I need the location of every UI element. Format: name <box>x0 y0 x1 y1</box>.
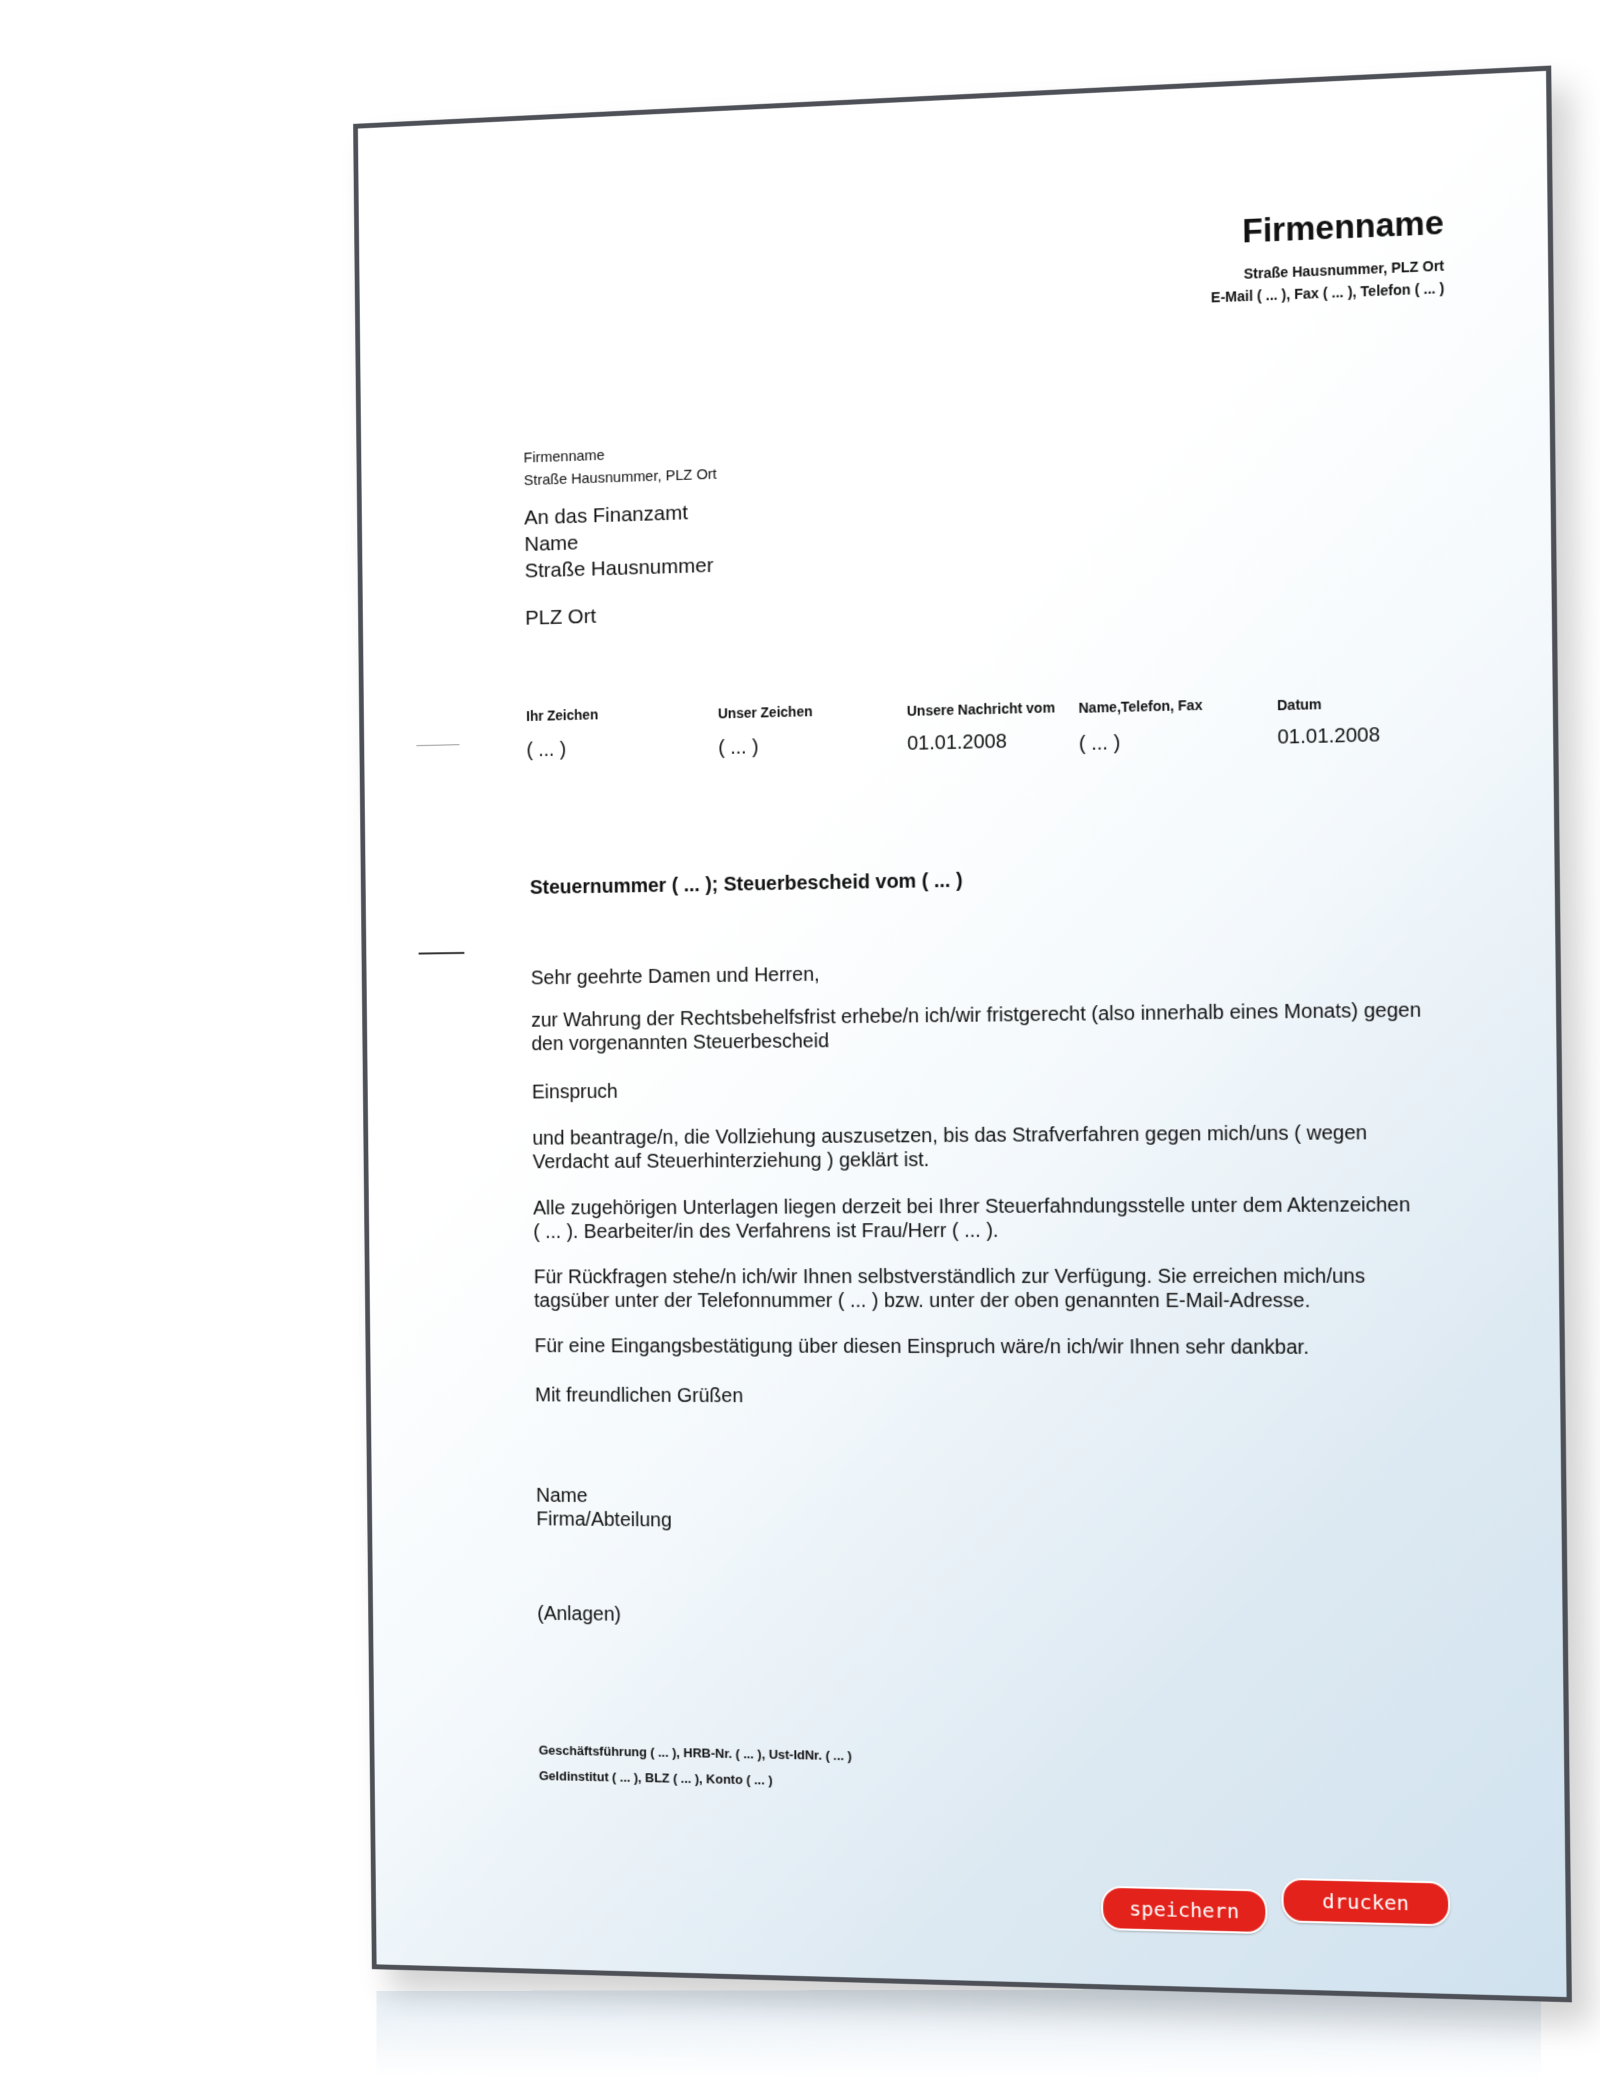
body-paragraph-5-line-1: Für Rückfragen stehe/n ich/wir Ihnen selbstverständlich zur Verfügung. Sie erreichen mich/uns <box>533 1265 1366 1289</box>
ref-nachricht-label: Unsere Nachricht vom <box>906 699 1056 719</box>
body-paragraph-5-line-2: tagsüber unter der Telefonnummer ( ... ) bzw. unter der oben genannten E-Mail-Adresse. <box>533 1289 1311 1313</box>
body-paragraph-1-line-2: den vorgenannten Steuerbescheid <box>531 1030 830 1056</box>
ref-unser-zeichen-label: Unser Zeichen <box>717 703 813 722</box>
attachments-note: (Anlagen) <box>537 1602 622 1626</box>
sender-line-address: Straße Hausnummer, PLZ Ort <box>523 465 717 490</box>
body-paragraph-3-line-1: und beantrage/n, die Vollziehung auszusetzen, bis das Strafverfahren gegen mich/uns ( wegen <box>532 1122 1368 1150</box>
ref-kontakt-label: Name,Telefon, Fax <box>1078 696 1203 716</box>
punch-mark <box>419 952 465 955</box>
body-paragraph-2: Einspruch <box>531 1080 618 1104</box>
subject-line: Steuernummer ( ... ); Steuerbescheid vom ( ... ) <box>529 869 963 899</box>
page-reflection <box>377 1989 1541 2081</box>
fold-mark <box>416 744 459 746</box>
letterhead-address: Straße Hausnummer, PLZ Ort <box>1243 257 1445 282</box>
signature-name: Name <box>535 1484 588 1507</box>
ref-ihr-zeichen-label: Ihr Zeichen <box>526 706 599 724</box>
footer-line-1: Geschäftsführung ( ... ), HRB-Nr. ( ... ), Ust-IdNr. ( ... ) <box>538 1742 852 1764</box>
recipient-line-4: PLZ Ort <box>525 605 597 630</box>
body-paragraph-4-line-1: Alle zugehörigen Unterlagen liegen derzeit bei Ihrer Steuerfahndungsstelle unter dem Aktenzeichen <box>533 1194 1411 1220</box>
body-paragraph-3-line-2: Verdacht auf Steuerhinterziehung ) geklärt ist. <box>532 1149 930 1174</box>
ref-ihr-zeichen-value: ( ... ) <box>526 738 567 762</box>
letter-page <box>353 66 1572 2003</box>
ref-datum-value: 01.01.2008 <box>1277 724 1381 749</box>
recipient-line-1: An das Finanzamt <box>524 501 688 530</box>
signature-department: Firma/Abteilung <box>536 1508 672 1532</box>
print-button[interactable]: drucken <box>1281 1878 1450 1927</box>
ref-unser-zeichen-value: ( ... ) <box>718 736 759 760</box>
letterhead-contact: E-Mail ( ... ), Fax ( ... ), Telefon ( ... ) <box>1210 279 1445 306</box>
closing: Mit freundlichen Grüßen <box>534 1384 744 1408</box>
ref-kontakt-value: ( ... ) <box>1078 732 1121 756</box>
sender-line-name: Firmenname <box>523 446 605 467</box>
salutation: Sehr geehrte Damen und Herren, <box>530 963 820 990</box>
letterhead-company-name: Firmenname <box>1242 203 1444 250</box>
recipient-line-2: Name <box>524 531 579 556</box>
recipient-line-3: Straße Hausnummer <box>524 554 714 583</box>
body-paragraph-1-line-1: zur Wahrung der Rechtsbehelfsfrist erhebe/n ich/wir fristgerecht (also innerhalb eines Monats) gegen <box>531 999 1422 1032</box>
ref-datum-label: Datum <box>1277 695 1322 714</box>
ref-nachricht-value: 01.01.2008 <box>907 730 1007 755</box>
footer-line-2: Geldinstitut ( ... ), BLZ ( ... ), Konto ( ... ) <box>538 1768 773 1788</box>
body-paragraph-6: Für eine Eingangsbestätigung über diesen Einspruch wäre/n ich/wir Ihnen sehr dankbar. <box>534 1335 1310 1359</box>
save-button[interactable]: speichern <box>1101 1886 1268 1934</box>
body-paragraph-4-line-2: ( ... ). Bearbeiter/in des Verfahrens ist Frau/Herr ( ... ). <box>533 1219 999 1243</box>
